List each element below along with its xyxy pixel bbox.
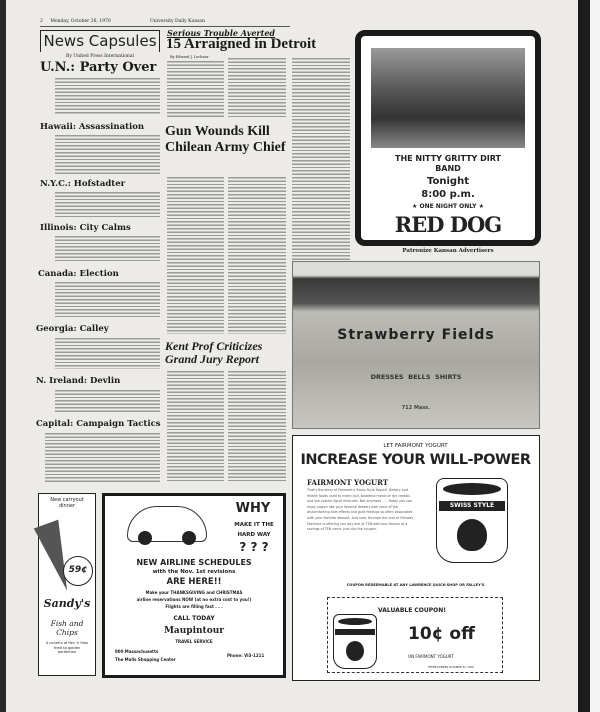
issue-date: Monday, October 26, 1970 [50,19,111,24]
ad-sub: with the Nov. 1st revisions [152,569,236,575]
ad-headline: INCREASE YOUR WILL-POWER [300,452,531,468]
ad-why: WHY [235,501,271,516]
show-time: 8:00 p.m. [421,189,475,200]
capsule-body [55,191,160,219]
capsule-body [45,432,160,484]
coupon[interactable] [327,597,503,673]
headline-line: Grand Jury Report [165,352,260,366]
page-number: 2 [40,19,43,24]
capsule-body [55,77,160,114]
ad-address: 900 Massachusetts [115,649,159,654]
venue-name: RED DOG [394,212,502,237]
headline-line: Kent Prof Criticizes [165,339,263,353]
facing-page [590,0,600,712]
story-headline: 15 Arraigned in Detroit [166,36,317,52]
ad-make: MAKE IT THE HARD WAY [234,522,274,538]
story-headline: Gun Wounds Kill Chilean Army Chief [165,124,286,155]
store-items: DRESSES BELLS SHIRTS [370,373,462,381]
story-byline: By Edward J. Lechner [170,55,209,59]
coupon-value: 10¢ off [408,624,475,644]
capsule-body [55,134,160,174]
strawberry-fields-ad [292,261,540,429]
capsule-head: Hawaii: Assassination [40,122,145,132]
sandys-ad [38,493,96,676]
ad-service: TRAVEL SERVICE [175,639,213,644]
show-note: ★ ONE NIGHT ONLY ★ [412,203,484,210]
patronize-note: Patronize Kansan Advertisers [402,248,494,254]
capsule-head: Canada: Election [38,269,119,279]
car-illustration-icon [127,506,207,542]
yogurt-cup-icon [333,614,377,669]
story-column [167,370,224,482]
capsule-head: N. Ireland: Devlin [36,376,121,386]
capsule-head: N.Y.C.: Hofstadter [40,179,126,189]
folio-line [40,19,290,27]
story-column [167,176,224,334]
ad-body: That's the story of Fairmont's Swiss Style Yogurt! Dietary and Health foods used to mean dull, tasteless meals of dry cereals and low calorie liquid mixtures. Not anymore . . . Today you can enjoy yogurt like your favorite dessert with none of the discomforting side effects and guilt feelings so often associated with your favorite dessert. And now, through the end of October, Fairmont is offering you any one of TEN delicious flavors at a savings of TEN cents. Just clip the coupon. [307,488,415,532]
ad-body: Flights are filling fast . . . [165,604,223,609]
capsule-body [55,235,160,263]
story-column [228,176,286,334]
show-day: Tonight [427,176,469,187]
ad-call: CALL TODAY [173,615,215,622]
capsules-title: News Capsules [40,30,160,52]
ad-phone: Phone: VI3-1211 [227,653,265,658]
brand-logo: Sandy's [43,597,91,610]
yogurt-cup-icon [436,478,508,563]
redeem-note: COUPON REDEEMABLE AT ANY LAWRENCE QUICK-SHOP OR FALLEY'S [346,583,485,587]
ad-body: airline reservations NOW (at no extra cost to you!) [136,597,252,602]
product-name: Fish and Chips [50,619,84,637]
ad-brand: FAIRMONT YOGURT [307,478,389,487]
red-dog-ad [355,30,541,246]
capsule-body [55,389,160,414]
band-name: THE NITTY GRITTY DIRT BAND [394,154,501,173]
coupon-title: VALUABLE COUPON! [378,607,447,614]
travel-ad [102,493,286,678]
story-kicker: Serious Trouble Averted [167,28,276,38]
coupon-product: ON FAIRMONT YOGURT [408,654,454,659]
capsule-body [55,337,160,369]
ad-kicker: LET FAIRMONT YOGURT [383,443,448,449]
ad-headline: NEW AIRLINE SCHEDULES [136,558,252,567]
ad-here: ARE HERE!! [166,577,222,587]
yogurt-ad [292,435,540,681]
capsules-byline: By United Press International [66,54,134,59]
story-headline [165,340,290,366]
brand-logo: Maupintour [163,626,225,636]
capsule-body [55,281,160,317]
story-column [228,57,286,117]
ad-question-marks: ? ? ? [239,540,269,554]
story-column [167,60,224,117]
capsule-head: Georgia: Calley [36,324,109,334]
capsule-head: U.N.: Party Over [40,60,157,75]
capsule-head: Illinois: City Calms [40,223,131,233]
store-address: 712 Mass. [401,405,431,411]
capsule-head: Capital: Campaign Tactics [36,419,161,429]
store-name: Strawberry Fields [337,327,495,343]
band-photo [371,48,525,148]
ad-body: Make your THANKSGIVING and CHRISTMAS [145,590,243,595]
ad-top-text: New carryout dinner [50,497,84,509]
coupon-expiry: OFFER EXPIRES OCTOBER 31, 1970 [428,666,475,669]
paper-name: University Daily Kansan [150,19,205,24]
price-badge: 59¢ [63,556,93,586]
story-column [228,370,286,482]
page-gutter [578,0,590,712]
cup-label: SWISS STYLE [439,501,505,511]
product-tagline: A coneful of fish 'n fries fried to golden perfection [45,641,89,654]
ad-address: The Malls Shopping Center [115,657,176,662]
